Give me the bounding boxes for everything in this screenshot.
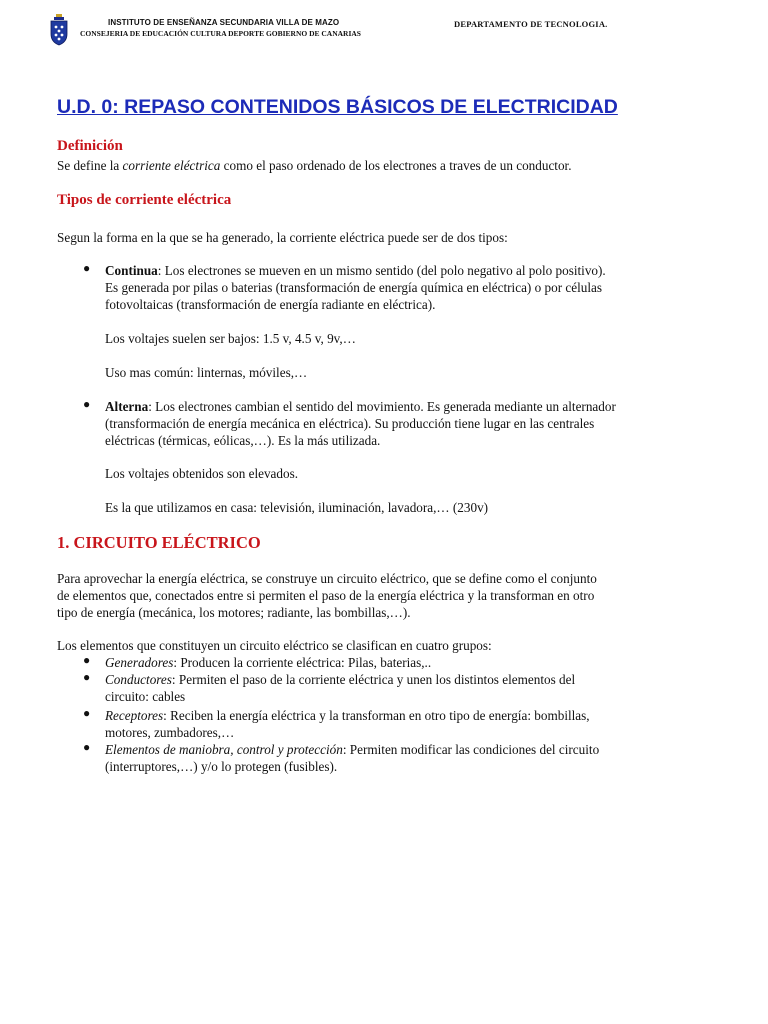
- coat-of-arms-icon: [48, 14, 70, 46]
- bullet-dot-icon: ●: [83, 670, 91, 684]
- bullet-alterna: Alterna: Los electrones cambian el sentido del movimiento. Es generada mediante un alternador (transformación de energía mecánica en eléctrica). Su producción tiene lugar en las centrales eléctricas (térmicas, eólicas,…). Es la más utilizada.: [105, 399, 616, 448]
- list-item-receptores: Receptores: Reciben la energía eléctrica y la transforman en otro tipo de energía: bombillas, motores, zumbadores,…: [105, 708, 590, 740]
- list-item-maniobra: Elementos de maniobra, control y protección: Permiten modificar las condiciones del circuito (interruptores,…) y/o lo protegen (fusibles).: [105, 742, 600, 774]
- list-item-generadores: Generadores: Producen la corriente eléctrica: Pilas, baterias,..: [105, 655, 432, 670]
- bullet-dot-icon: ●: [83, 740, 91, 754]
- list-item-conductores: Conductores: Permiten el paso de la corriente eléctrica y unen los distintos elementos del circuito: cables: [105, 672, 576, 704]
- bullet-dot-icon: ●: [83, 706, 91, 720]
- bullet-continua: Continua: Los electrones se mueven en un mismo sentido (del polo negativo al polo positivo). Es generada por pilas o baterias (transformación de energía química en eléctrica) o por células fotovoltaicas (transformación de energía radiante en eléctrica).: [105, 263, 606, 312]
- alterna-voltajes: Los voltajes obtenidos son elevados.: [105, 466, 299, 481]
- definicion-text: Se define la corriente eléctrica como el paso ordenado de los electrones a traves de un conductor.: [57, 158, 572, 173]
- bullet-dot-icon: ●: [83, 653, 91, 667]
- alterna-term: Alterna: [105, 399, 149, 414]
- consejeria-name: CONSEJERIA DE EDUCACIÓN CULTURA DEPORTE GOBIERNO DE CANARIAS: [80, 29, 361, 38]
- heading-definicion: Definición: [57, 138, 123, 154]
- page-header: [48, 14, 728, 54]
- continua-term: Continua: [105, 263, 158, 278]
- department-name: DEPARTAMENTO DE TECNOLOGIA.: [454, 19, 608, 29]
- heading-tipos: Tipos de corriente eléctrica: [57, 192, 232, 208]
- institute-name: INSTITUTO DE ENSEÑANZA SECUNDARIA VILLA DE MAZO: [108, 18, 340, 27]
- continua-uso: Uso mas común: linternas, móviles,…: [105, 365, 308, 380]
- definicion-term: corriente eléctrica: [122, 158, 221, 173]
- tipos-intro: Segun la forma en la que se ha generado, la corriente eléctrica puede ser de dos tipos:: [57, 230, 508, 245]
- heading-circuito: 1. CIRCUITO ELÉCTRICO: [57, 533, 261, 552]
- bullet-dot-icon: ●: [83, 397, 91, 411]
- circuito-intro: Los elementos que constituyen un circuito eléctrico se clasifican en cuatro grupos:: [57, 638, 492, 653]
- bullet-dot-icon: ●: [83, 261, 91, 275]
- document-title: U.D. 0: REPASO CONTENIDOS BÁSICOS DE ELECTRICIDAD: [57, 96, 618, 118]
- circuito-paragraph: Para aprovechar la energía eléctrica, se construye un circuito eléctrico, que se define como el conjunto de elementos que, conectados entre si permiten el paso de la energía eléctrica y la transforman en otro tipo de energía (mecánica, los motores; radiante, las bombillas,…).: [57, 571, 597, 620]
- alterna-uso: Es la que utilizamos en casa: televisión, iluminación, lavadora,… (230v): [105, 500, 489, 515]
- continua-voltajes: Los voltajes suelen ser bajos: 1.5 v, 4.5 v, 9v,…: [105, 331, 356, 346]
